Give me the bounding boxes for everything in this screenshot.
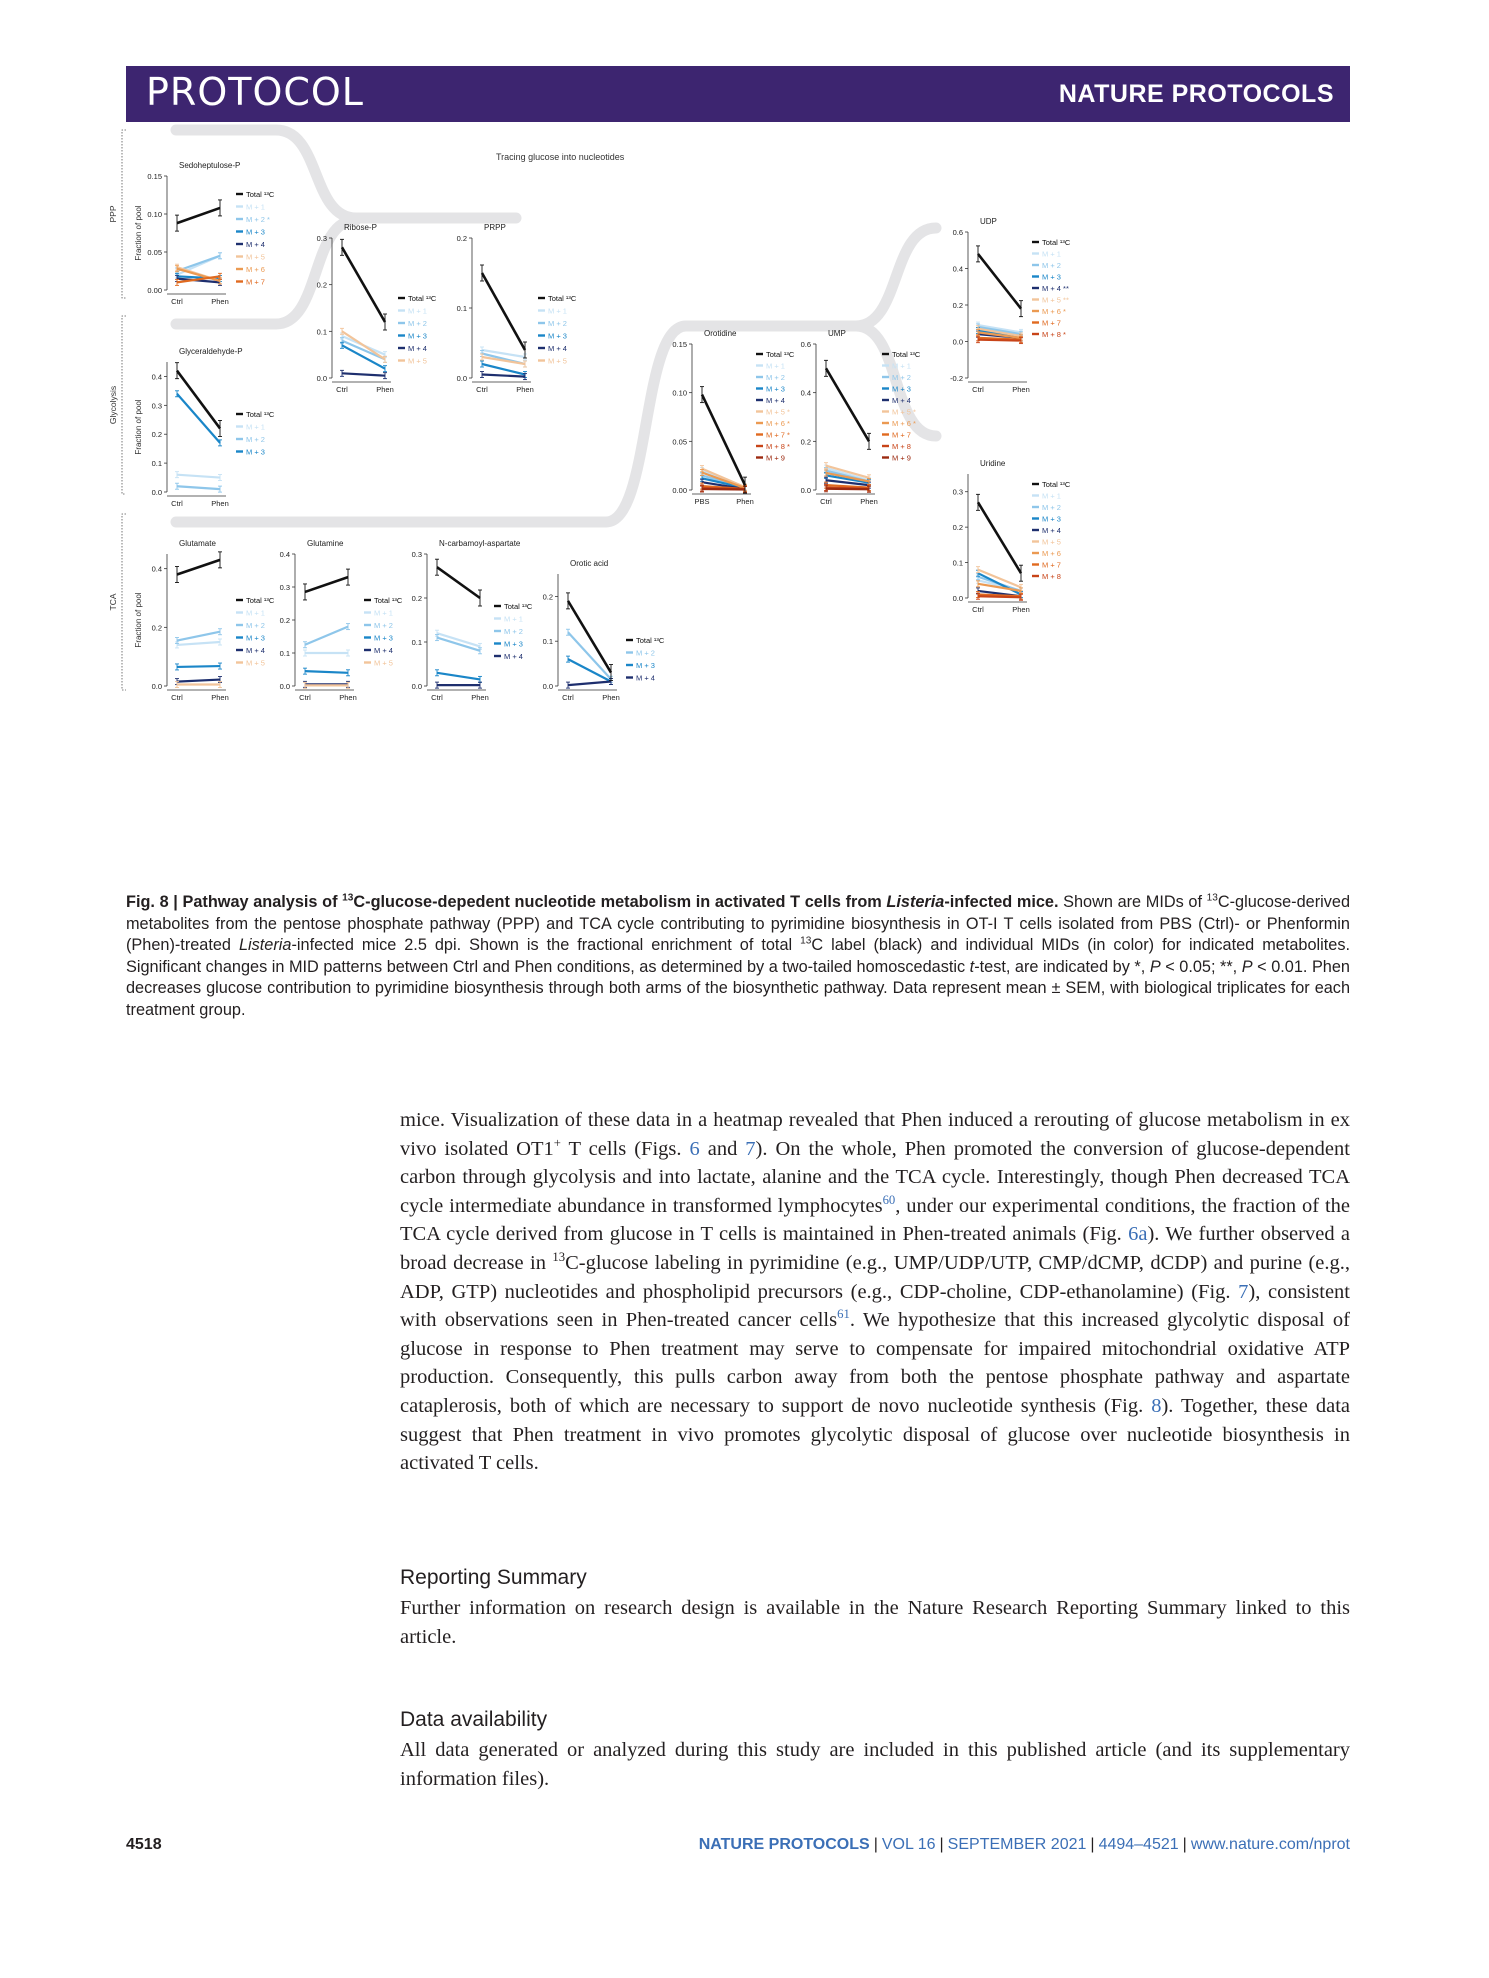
legend-label: M + 2 — [246, 621, 265, 630]
y-tick-label: 0.00 — [147, 286, 162, 295]
y-tick-label: 0.10 — [672, 388, 687, 398]
series-line-total — [482, 273, 525, 350]
x-tick-label: Ctrl — [299, 693, 311, 702]
legend-label: M + 6 * — [766, 419, 790, 428]
legend-label: M + 2 — [374, 621, 393, 630]
y-tick-label: 0.6 — [952, 228, 963, 237]
series-line-total — [978, 254, 1021, 309]
y-tick-label: 0.2 — [542, 592, 553, 602]
x-tick-label: Ctrl — [562, 693, 574, 702]
panel-title: Glutamine — [307, 539, 344, 548]
panel-title: Uridine — [980, 459, 1006, 468]
legend-label: Total ¹³C — [636, 636, 665, 645]
legend-label: M + 2 — [636, 648, 655, 658]
y-tick-label: 0.6 — [800, 340, 811, 349]
journal-name: NATURE PROTOCOLS — [1058, 80, 1334, 108]
y-tick-label: 0.00 — [672, 486, 687, 495]
legend-label: M + 1 — [246, 422, 265, 432]
ref61-link[interactable]: 61 — [837, 1307, 850, 1322]
legend-label: M + 4 — [374, 646, 393, 655]
legend-label: M + 5 — [1042, 537, 1061, 547]
legend-label: M + 2 — [1042, 503, 1061, 512]
legend-label: M + 7 — [1042, 318, 1061, 328]
series-line-mplus2 — [568, 632, 611, 679]
reporting-text: Further information on research design is available in the Nature Research Reporting Summary linked to this article. — [400, 1597, 1350, 1648]
series-line-mplus8 — [978, 340, 1021, 341]
series-line-mplus4 — [482, 375, 525, 377]
main-paragraph: mice. Visualization of these data in a heatmap revealed that Phen induced a rerouting of glucose metabolism in ex vivo isolated OT1+ T cells (Figs. 6 and 7). On the whole, Phen promoted the conversion of glucose-dependent carbon through glycolysis and into lactate, alanine and the TCA cycle. Interestingly, though Phen decreased TCA cycle intermediate abundance in transformed lymphocytes$^{60}$, under our experimental conditions, the fraction of the TCA cycle derived from glucose in T cells is maintained in Phen-treated animals (Fig. 6a). We further observed a broad decrease in $^{13}$C-glucose labeling in pyrimidine (e.g., UMP/UDP/UTP, CMP/dCMP, dCDP) and purine (e.g., ADP, GTP) nucleotides and phospholipid precursors (e.g., CDP-choline, CDP-ethanolamine) (Fig. 7), consistent with observations seen in Phen-treated cancer cells$^{61}$. We hypothesize that this increased glycolytic disposal of glucose in response to Phen treatment may serve to compensate for impaired mitochondrial oxidative ATP production. Consequently, this pulls carbon away from both the pentose phosphate pathway and aspartate cataplerosis, both of which are necessary to support de novo nucleotide synthesis (Fig. 8). Together, these data suggest that Phen treatment in vivo promotes glycolytic disposal of glucose over nucleotide biosynthesis in activated T cells. — [400, 1109, 1351, 1475]
panel-title: Glyceraldehyde-P — [179, 347, 243, 356]
legend-label: M + 1 — [1042, 491, 1061, 501]
legend-label: M + 4 — [408, 344, 427, 353]
legend-label: M + 3 — [246, 447, 265, 457]
legend-label: M + 4 — [504, 652, 523, 661]
x-tick-label: Ctrl — [171, 297, 183, 306]
pathway-ribbon — [176, 220, 356, 324]
legend-label: M + 4 — [548, 344, 567, 353]
x-tick-label: Phen — [1012, 385, 1030, 394]
legend-label: M + 1 — [548, 306, 567, 316]
page-number: 4518 — [126, 1836, 162, 1853]
y-tick-label: 0.2 — [316, 280, 327, 290]
y-tick-label: 0.0 — [411, 682, 422, 691]
availability-heading: Data availability — [400, 1708, 548, 1731]
legend-label: M + 8 — [1042, 572, 1061, 581]
y-tick-label: 0.15 — [147, 172, 162, 181]
series-line-mplus3 — [177, 666, 220, 667]
y-tick-label: 0.1 — [952, 558, 963, 568]
y-tick-label: 0.10 — [147, 210, 162, 219]
legend-label: Total ¹³C — [246, 596, 275, 605]
series-line-mplus1 — [177, 475, 220, 478]
x-tick-label: Phen — [211, 499, 229, 508]
x-tick-label: Ctrl — [171, 499, 183, 508]
series-line-mplus4 — [342, 373, 385, 375]
legend-label: M + 4 — [246, 646, 265, 655]
legend-label: M + 3 — [892, 384, 911, 394]
x-tick-label: Phen — [602, 693, 620, 702]
legend-label: M + 3 — [246, 227, 265, 237]
legend-label: M + 5 — [374, 658, 393, 668]
ref60-link[interactable]: 60 — [882, 1192, 896, 1207]
legend-label: M + 5 * — [892, 407, 916, 417]
legend-label: M + 2 * — [246, 215, 270, 224]
x-tick-label: PBS — [694, 497, 710, 506]
y-tick-label: -0.2 — [950, 374, 963, 383]
availability-text: All data generated or analyzed during this study are included in this published article (and its supplementary information files). — [400, 1739, 1350, 1790]
caption-label: Fig. 8 | Pathway analysis of $^{13}$C-glucose-depedent nucleotide metabolism in activated T cells from Listeria-infected mice. — [126, 892, 1059, 911]
legend-label: M + 1 — [892, 361, 911, 371]
legend-label: M + 7 — [1042, 560, 1061, 570]
series-line-mplus3 — [482, 364, 525, 375]
legend-label: M + 3 — [1042, 272, 1061, 282]
y-tick-label: 0.3 — [279, 583, 290, 592]
x-tick-label: Ctrl — [972, 385, 984, 394]
legend-label: M + 5 — [246, 252, 265, 262]
y-tick-label: 0.4 — [151, 564, 162, 574]
legend-label: M + 5 — [246, 658, 265, 668]
legend-label: M + 7 — [892, 430, 911, 440]
series-line-mplus2 — [177, 632, 220, 641]
legend-label: M + 6 * — [1042, 307, 1066, 316]
panel-title: Sedoheptulose-P — [179, 161, 241, 170]
x-tick-label: Phen — [516, 385, 534, 394]
y-tick-label: 0.0 — [800, 486, 811, 495]
legend-label: M + 6 — [1042, 549, 1061, 558]
panel-title: N-carbamoyl-aspartate — [439, 539, 521, 548]
x-tick-label: Phen — [736, 497, 754, 506]
y-tick-label: 0.15 — [672, 340, 687, 349]
y-tick-label: 0.2 — [411, 594, 422, 603]
y-axis-label: Fraction of pool — [134, 399, 143, 455]
y-tick-label: 0.05 — [147, 248, 162, 257]
y-tick-label: 0.2 — [151, 623, 162, 633]
legend-label: M + 9 — [766, 453, 785, 463]
x-tick-label: Ctrl — [820, 497, 832, 506]
y-tick-label: 0.3 — [411, 550, 422, 559]
fig6a-link[interactable]: 6a — [1128, 1223, 1148, 1246]
legend-label: M + 4 — [636, 673, 655, 683]
x-tick-label: Phen — [211, 297, 229, 306]
legend-label: M + 3 — [408, 331, 427, 341]
x-tick-label: Ctrl — [431, 693, 443, 702]
y-tick-label: 0.1 — [411, 638, 422, 647]
legend-label: Total ¹³C — [766, 350, 795, 359]
fig7-link[interactable]: 7 — [745, 1137, 756, 1160]
x-tick-label: Phen — [211, 693, 229, 702]
y-tick-label: 0.1 — [279, 649, 290, 658]
legend-label: M + 3 — [374, 633, 393, 643]
y-tick-label: 0.0 — [279, 682, 290, 691]
series-line-mplus2 — [305, 627, 348, 645]
x-tick-label: Ctrl — [972, 605, 984, 614]
y-tick-label: 0.2 — [952, 301, 963, 310]
group-bracket — [122, 514, 126, 690]
legend-label: M + 1 — [504, 614, 523, 624]
series-line-mplus3 — [437, 673, 480, 680]
y-tick-label: 0.0 — [542, 682, 553, 691]
legend-label: M + 3 — [246, 633, 265, 643]
footer-citation: NATURE PROTOCOLS | VOL 16 | SEPTEMBER 2021 | 4494–4521 | www.nature.com/nprot — [698, 1836, 1350, 1853]
legend-label: M + 4 — [766, 396, 785, 405]
panel-title: Glutamate — [179, 539, 216, 548]
series-line-total — [177, 208, 220, 223]
series-line-total — [177, 560, 220, 575]
legend-label: M + 4 — [246, 240, 265, 249]
legend-label: M + 1 — [408, 306, 427, 316]
series-line-total — [305, 577, 348, 592]
x-tick-label: Ctrl — [476, 385, 488, 394]
y-tick-label: 0.4 — [952, 264, 963, 274]
legend-label: M + 8 — [892, 442, 911, 451]
legend-label: Total ¹³C — [408, 294, 437, 303]
y-tick-label: 0.0 — [952, 337, 963, 347]
y-tick-label: 0.0 — [151, 488, 162, 497]
series-line-total — [826, 368, 869, 441]
y-tick-label: 0.2 — [800, 437, 811, 447]
legend-label: Total ¹³C — [892, 350, 921, 359]
legend-label: M + 2 — [1042, 261, 1061, 270]
legend-label: Total ¹³C — [374, 596, 403, 605]
series-line-mplus2 — [177, 486, 220, 489]
legend-label: M + 3 — [548, 331, 567, 341]
x-tick-label: Phen — [471, 693, 489, 702]
legend-label: M + 6 — [246, 265, 265, 274]
series-line-total — [437, 567, 480, 598]
fig7b-link[interactable]: 7 — [1238, 1280, 1249, 1303]
panel-title: UDP — [980, 217, 997, 226]
legend-label: M + 5 * — [766, 407, 790, 417]
legend-label: M + 2 — [246, 435, 265, 444]
legend-label: M + 1 — [246, 202, 265, 212]
series-line-total — [978, 502, 1021, 573]
legend-label: Total ¹³C — [1042, 238, 1071, 247]
y-tick-label: 0.4 — [151, 372, 162, 382]
legend-label: M + 5 — [408, 356, 427, 366]
reporting-heading: Reporting Summary — [400, 1566, 587, 1589]
group-bracket — [122, 130, 126, 298]
fig6-link[interactable]: 6 — [689, 1137, 700, 1160]
series-line-mplus4 — [177, 680, 220, 682]
y-tick-label: 0.0 — [316, 374, 327, 383]
legend-label: M + 1 — [246, 608, 265, 618]
panel-title: Ribose-P — [344, 223, 377, 232]
group-label: PPP — [108, 205, 118, 223]
group-label: Glycolysis — [108, 385, 118, 425]
series-line-mplus5 — [342, 331, 385, 359]
pathway-ribbon — [176, 130, 516, 218]
fig8-link[interactable]: 8 — [1151, 1394, 1162, 1417]
panel-title: PRPP — [484, 223, 506, 232]
figure-8 — [108, 144, 1346, 884]
y-tick-label: 0.2 — [151, 430, 162, 440]
x-tick-label: Ctrl — [336, 385, 348, 394]
y-tick-label: 0.2 — [456, 234, 467, 243]
section-label: PROTOCOL — [146, 70, 364, 114]
panel-title: Orotidine — [704, 329, 737, 338]
x-tick-label: Phen — [376, 385, 394, 394]
y-tick-label: 0.4 — [800, 388, 811, 398]
legend-label: M + 2 — [766, 373, 785, 382]
x-tick-label: Phen — [339, 693, 357, 702]
legend-label: M + 1 — [766, 361, 785, 371]
legend-label: M + 3 — [766, 384, 785, 394]
y-tick-label: 0.2 — [952, 523, 963, 533]
pathway-ribbon — [176, 228, 936, 522]
legend-label: M + 3 — [1042, 514, 1061, 524]
group-label: TCA — [108, 593, 118, 611]
y-tick-label: 0.4 — [279, 550, 290, 559]
legend-label: M + 2 — [408, 319, 427, 328]
y-tick-label: 0.1 — [316, 327, 327, 337]
y-tick-label: 0.1 — [456, 304, 467, 313]
y-tick-label: 0.0 — [151, 682, 162, 691]
legend-label: Total ¹³C — [1042, 480, 1071, 489]
y-tick-label: 0.1 — [151, 459, 162, 469]
legend-label: M + 2 — [548, 319, 567, 328]
legend-label: M + 8 * — [766, 442, 790, 451]
legend-label: M + 3 — [504, 639, 523, 649]
legend-label: M + 2 — [504, 627, 523, 636]
legend-label: M + 2 — [892, 373, 911, 382]
legend-label: M + 4 — [892, 396, 911, 405]
figure-canvas — [108, 144, 1346, 884]
x-tick-label: Phen — [1012, 605, 1030, 614]
y-axis-label: Fraction of pool — [134, 592, 143, 648]
series-line-mplus4 — [568, 682, 611, 686]
series-line-mplus1 — [177, 642, 220, 645]
x-tick-label: Ctrl — [171, 693, 183, 702]
y-tick-label: 0.3 — [151, 401, 162, 411]
y-tick-label: 0.3 — [952, 487, 963, 497]
x-tick-label: Phen — [860, 497, 878, 506]
y-tick-label: 0.2 — [279, 616, 290, 625]
y-tick-label: 0.05 — [672, 437, 687, 447]
legend-label: Total ¹³C — [246, 410, 275, 419]
legend-label: M + 1 — [1042, 249, 1061, 259]
legend-label: M + 3 — [636, 661, 655, 670]
legend-label: M + 5 ** — [1042, 295, 1069, 305]
series-line-mplus8 — [978, 596, 1021, 597]
series-line-mplus3 — [305, 671, 348, 673]
header-bar — [126, 66, 1350, 122]
legend-label: M + 9 — [892, 453, 911, 463]
legend-label: M + 5 — [548, 356, 567, 366]
panel-title: Orotic acid — [570, 559, 609, 568]
legend-label: M + 7 * — [766, 430, 790, 440]
y-tick-label: 0.3 — [316, 234, 327, 243]
group-bracket — [122, 316, 126, 494]
y-tick-label: 0.1 — [542, 637, 553, 647]
legend-label: Total ¹³C — [548, 294, 577, 303]
figure-title: Tracing glucose into nucleotides — [496, 152, 625, 162]
figure-caption: Fig. 8 | Pathway analysis of $^{13}$C-glucose-depedent nucleotide metabolism in activated T cells from Listeria-infected mice. Shown are MIDs of $^{13}$C-glucose-derived metabolites from the pentose phosphate pathway (PPP) and TCA cycle contributing to pyrimidine biosynthesis in OT-I T cells isolated from PBS (Ctrl)- or Phenformin (Phen)-treated Listeria-infected mice 2.5 dpi. Shown is the fractional enrichment of total $^{13}$C label (black) and individual MIDs (in color) for indicated metabolites. Significant changes in MID patterns between Ctrl and Phen conditions, as determined by a two-tailed homoscedastic t-test, are indicated by *, P < 0.05; **, P < 0.01. Phen decreases glucose contribution to pyrimidine biosynthesis through both arms of the biosynthetic pathway. Data represent mean ± SEM, with biological triplicates for each treatment group. — [126, 892, 1350, 1019]
y-tick-label: 0.0 — [952, 594, 963, 603]
legend-label: M + 4 — [1042, 526, 1061, 535]
legend-label: M + 1 — [374, 608, 393, 618]
legend-label: M + 8 * — [1042, 330, 1066, 339]
legend-label: Total ¹³C — [504, 602, 533, 611]
journal-url-link[interactable]: www.nature.com/nprot — [1190, 1836, 1350, 1853]
series-line-total — [342, 247, 385, 322]
legend-label: Total ¹³C — [246, 190, 275, 199]
legend-label: M + 4 ** — [1042, 284, 1069, 293]
legend-label: M + 7 — [246, 277, 265, 287]
panel-title: UMP — [828, 329, 846, 338]
y-tick-label: 0.0 — [456, 374, 467, 383]
y-axis-label: Fraction of pool — [134, 205, 143, 261]
legend-label: M + 6 * — [892, 419, 916, 428]
